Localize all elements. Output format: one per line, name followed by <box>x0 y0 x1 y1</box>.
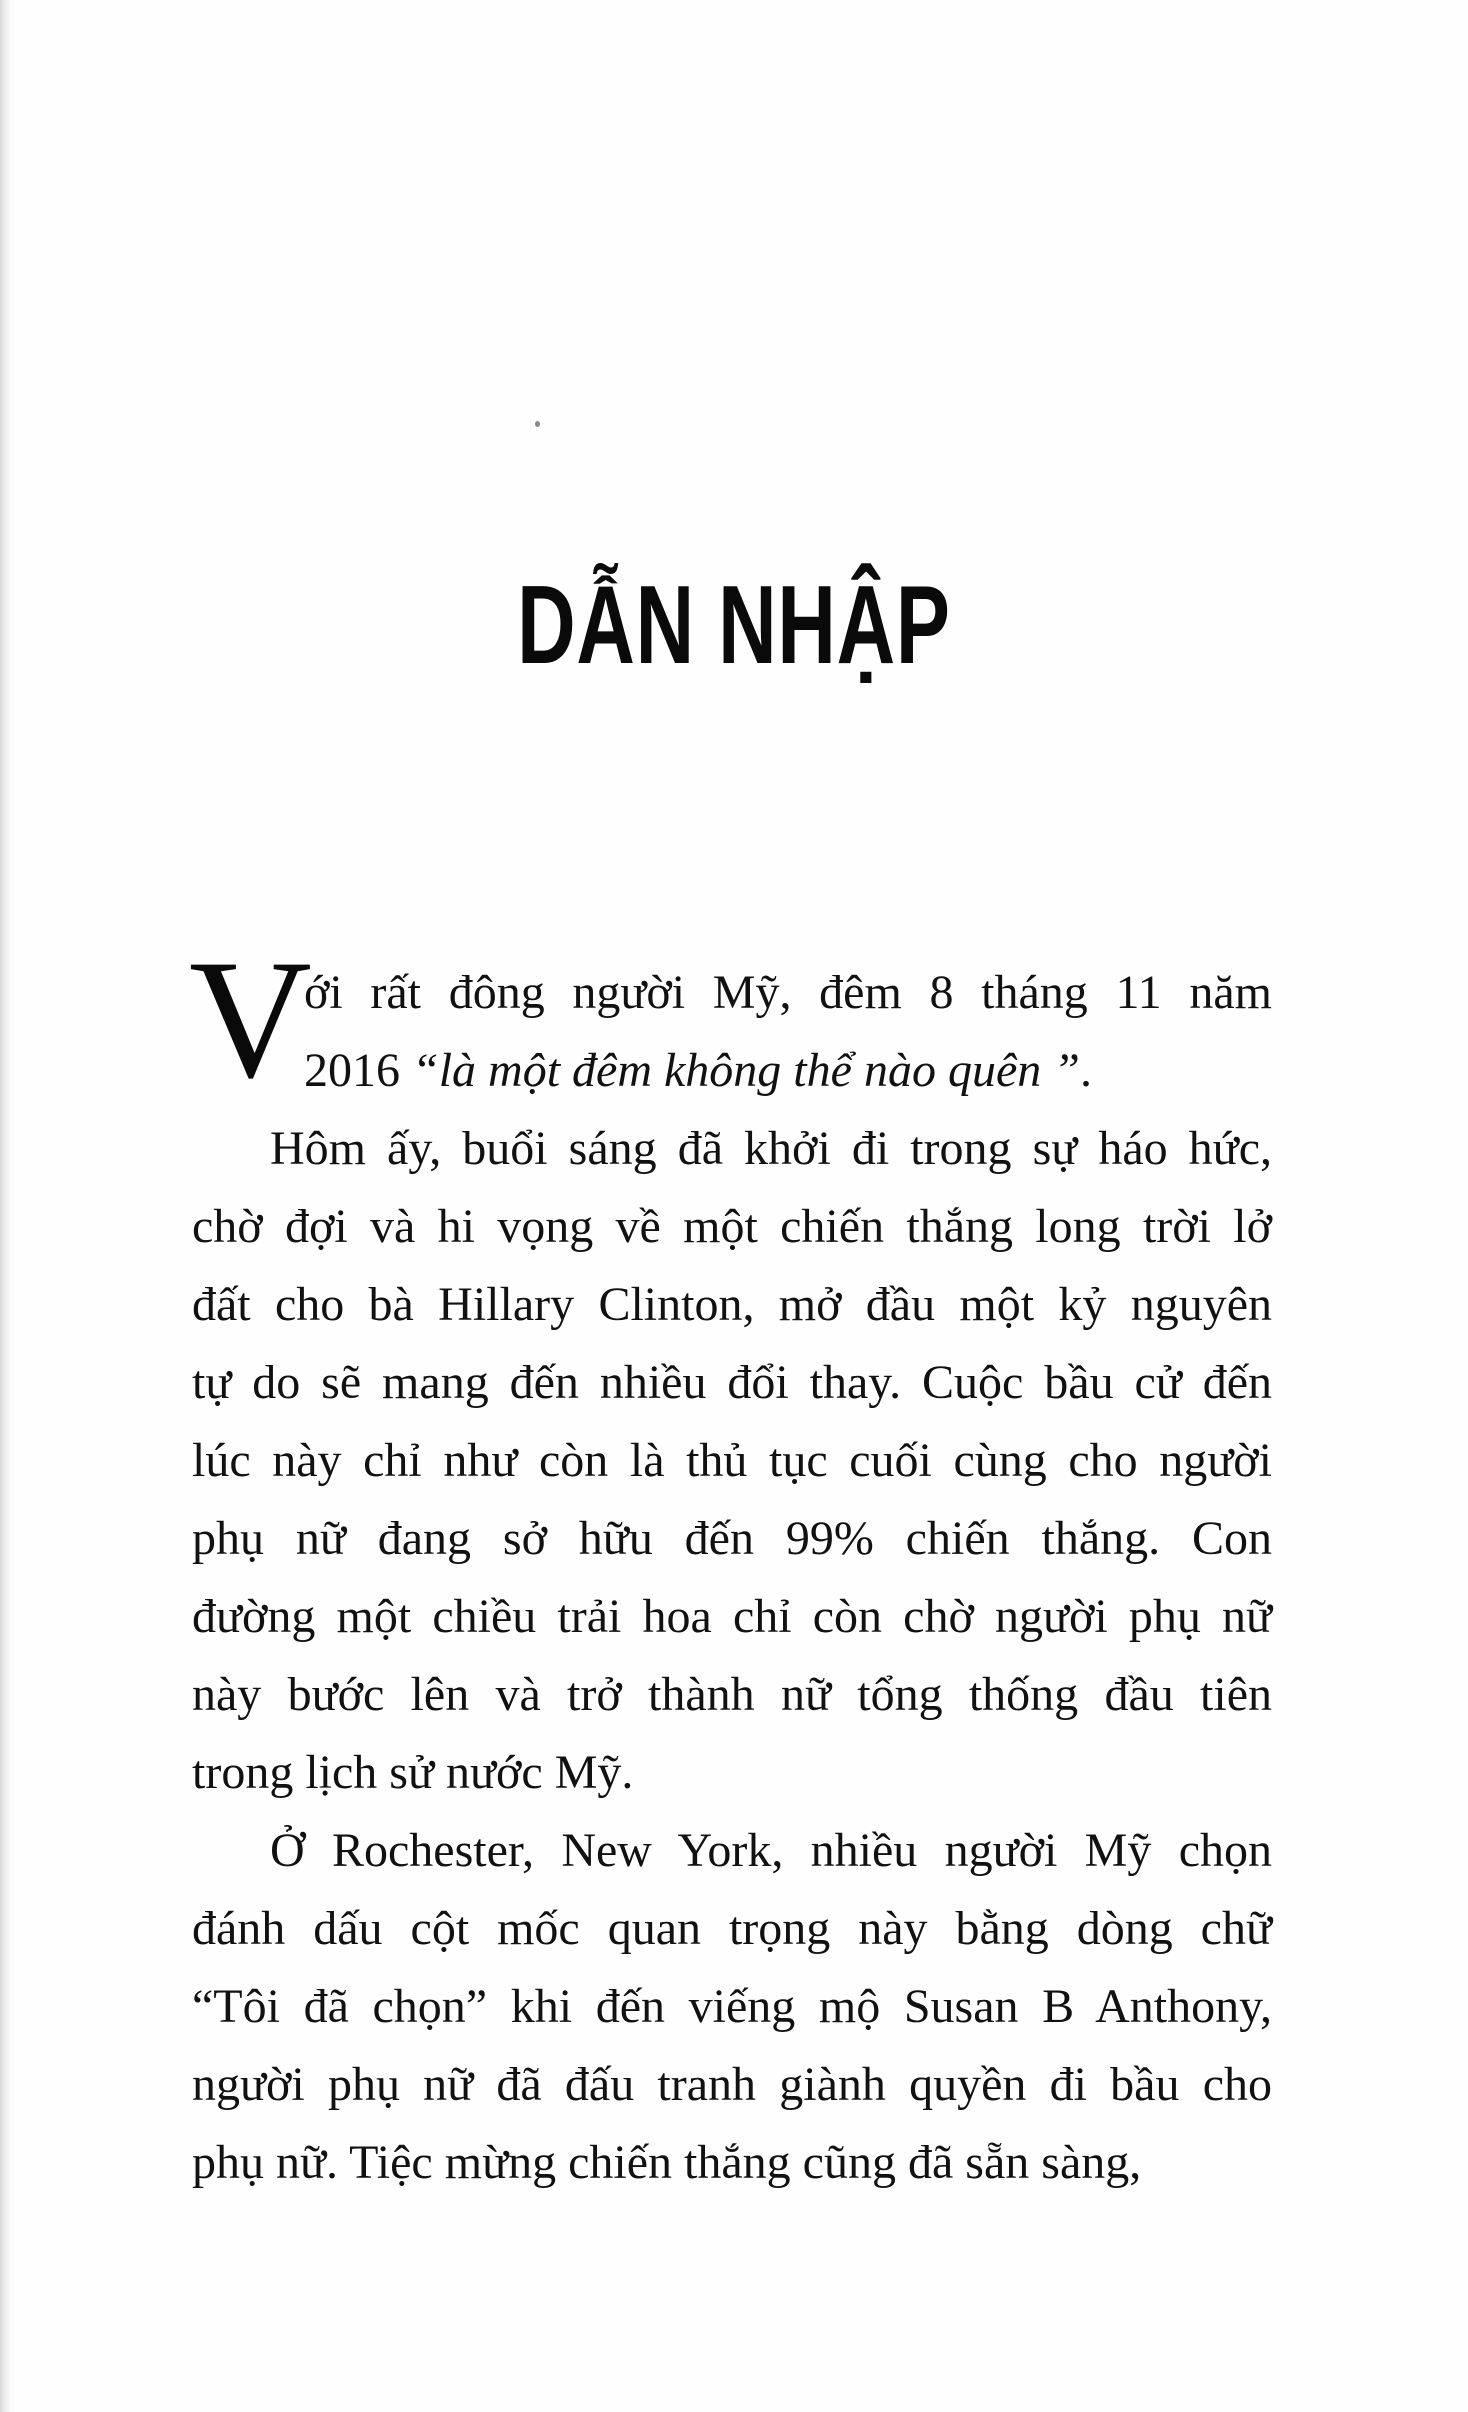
paragraph <box>189 925 1272 1113</box>
text-line <box>192 1422 1272 1500</box>
paragraph <box>192 1812 1272 2202</box>
body-text: . <box>1079 1044 1092 1097</box>
text-line <box>192 2046 1272 2124</box>
body-text: Hôm ấy, buổi sáng đã khởi đi trong sự háo hức, <box>270 1122 1272 1175</box>
text-line <box>192 1110 1272 1188</box>
text-line <box>192 1812 1272 1890</box>
body-text: chờ đợi và hi vọng về một chiến thắng long trời lở <box>192 1200 1272 1253</box>
body-text: 2016 <box>304 1044 412 1097</box>
body-text: trong lịch sử nước Mỹ. <box>192 1746 634 1799</box>
body-text: người phụ nữ đã đấu tranh giành quyền đi bầu cho <box>192 2058 1272 2111</box>
body-text: đường một chiều trải hoa chỉ còn chờ người phụ nữ <box>192 1590 1272 1643</box>
scan-speck <box>535 421 540 427</box>
paragraph <box>192 1110 1272 1812</box>
text-line <box>192 1500 1272 1578</box>
text-line <box>192 1578 1272 1656</box>
chapter-title <box>0 563 1468 721</box>
text-line <box>192 1656 1272 1734</box>
body-text: phụ nữ. Tiệc mừng chiến thắng cũng đã sẵn sàng, <box>192 2136 1142 2189</box>
body-text: Ở Rochester, New York, nhiều người Mỹ chọn <box>270 1824 1272 1877</box>
italic-quote-text: “là một đêm không thể nào quên ” <box>412 1044 1080 1097</box>
chapter-title-text: DẪN NHẬP <box>517 563 951 687</box>
text-line <box>192 1890 1272 1968</box>
page-edge-shadow <box>0 0 16 2412</box>
text-block <box>189 925 1272 2202</box>
body-text: tự do sẽ mang đến nhiều đổi thay. Cuộc bầu cử đến <box>192 1356 1272 1409</box>
body-text: đánh dấu cột mốc quan trọng này bằng dòng chữ <box>192 1902 1272 1955</box>
text-line <box>192 1344 1272 1422</box>
body-text: lúc này chỉ như còn là thủ tục cuối cùng cho người <box>192 1434 1272 1487</box>
text-line <box>192 1032 1272 1110</box>
text-line <box>192 954 1272 1032</box>
body-text: ới rất đông người Mỹ, đêm 8 tháng 11 năm <box>304 966 1272 1019</box>
body-text: đất cho bà Hillary Clinton, mở đầu một kỷ nguyên <box>192 1278 1272 1331</box>
text-line <box>192 1266 1272 1344</box>
drop-cap: V <box>189 925 312 1113</box>
text-line <box>192 1734 1272 1812</box>
body-text: “Tôi đã chọn” khi đến viếng mộ Susan B Anthony, <box>192 1980 1272 2033</box>
text-line <box>192 2124 1272 2202</box>
body-text: phụ nữ đang sở hữu đến 99% chiến thắng. Con <box>192 1512 1272 1565</box>
body-text: này bước lên và trở thành nữ tổng thống đầu tiên <box>192 1668 1272 1721</box>
text-line <box>192 1188 1272 1266</box>
text-line <box>192 1968 1272 2046</box>
